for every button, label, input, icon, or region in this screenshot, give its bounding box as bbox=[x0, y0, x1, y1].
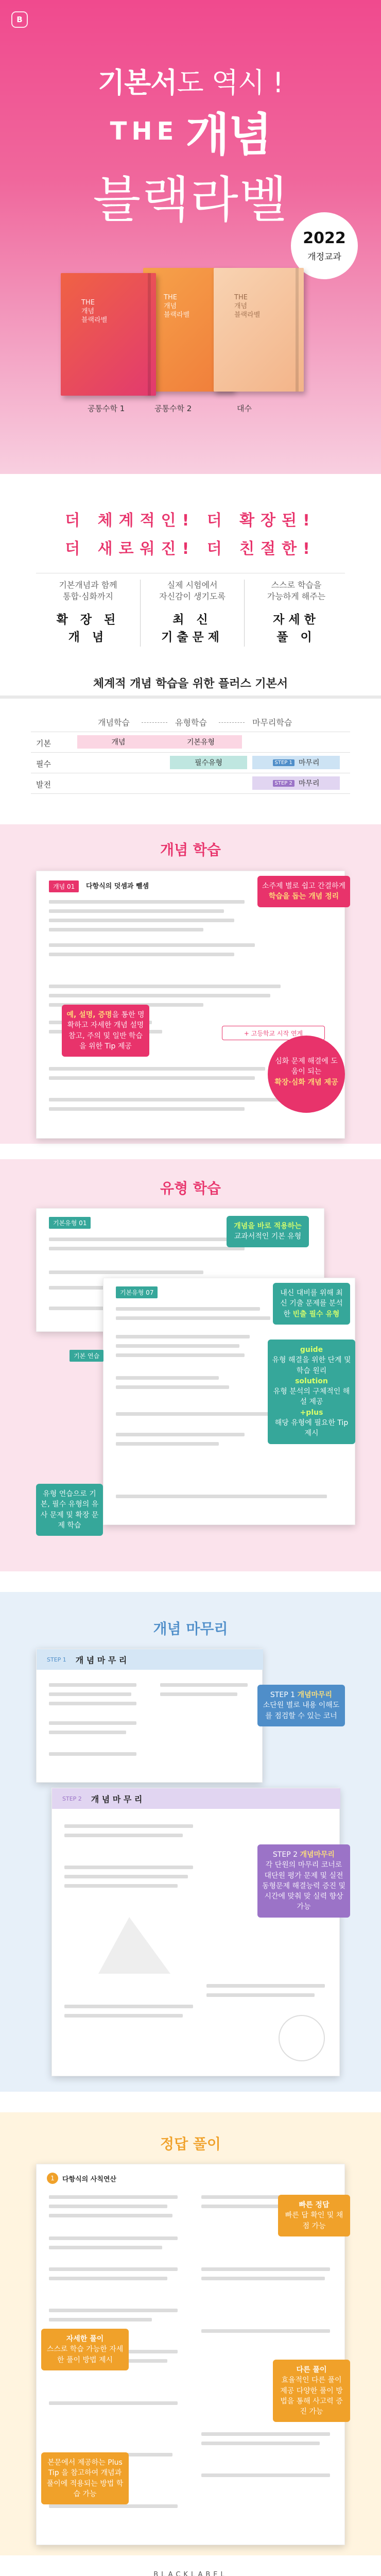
answer-callout-1: 빠른 정답 빠른 답 확인 및 채점 가능 bbox=[278, 2195, 350, 2236]
feature-detailed-solutions: 스스로 학습을 가능하게 해주는 자세한 풀 이 bbox=[244, 580, 348, 647]
book-cover-common-math-2: THE 개념 블랙라벨 bbox=[143, 268, 233, 392]
book-cover-common-math-1: THE 개념 블랙라벨 bbox=[61, 273, 156, 396]
row-divider bbox=[31, 752, 350, 753]
tagline-2: 더 새로워진! 더 친절한! bbox=[65, 540, 316, 558]
pill-concept: 개념 bbox=[77, 735, 160, 749]
concept-tab: 개념 01 bbox=[49, 880, 79, 892]
book-caption-3: 대수 bbox=[237, 404, 252, 413]
pill-step2: STEP 2 마무리 bbox=[252, 776, 340, 790]
hero-banner bbox=[0, 0, 381, 474]
concept-callout-2: 예, 설명, 증명을 통한 명확하고 자세한 개념 설명 참고, 주의 및 일반 학습을 위한 Tip 제공 bbox=[62, 1005, 149, 1057]
answer-callout-2: 자세한 풀이 스스로 학습 가능한 자세한 풀이 방법 제시 bbox=[41, 2329, 129, 2370]
pill-must-type: 필수유형 bbox=[170, 756, 247, 769]
answer-callout-4: 본문에서 제공하는 Plus Tip 을 참고하여 개념과 풀이에 적용되는 방법 학습 가능 bbox=[41, 2452, 129, 2504]
wrap-card-2 bbox=[51, 1788, 340, 2076]
type-side-tag: 기본 연습 bbox=[70, 1350, 103, 1362]
answer-callout-3: 다른 풀이 효율적인 다른 풀이 제공 다양한 풀이 방법을 통해 사고력 증진 가능 bbox=[273, 2360, 350, 2422]
flow-wrap: 마무리학습 bbox=[252, 718, 292, 727]
answer-card-title: 다항식의 사칙연산 bbox=[62, 2176, 116, 2183]
circle-figure bbox=[279, 2015, 325, 2061]
book-cover-algebra: THE 개념 블랙라벨 bbox=[214, 268, 304, 392]
section-number-icon: 1 bbox=[47, 2173, 58, 2184]
pill-basic-type: 기본유형 bbox=[160, 735, 242, 749]
hero-subtitle: 블랙라벨 bbox=[93, 171, 288, 229]
type-tab-1: 기본유형 01 bbox=[49, 1217, 91, 1229]
concept-side-box: + 고등학교 시작 연계 bbox=[222, 1026, 325, 1040]
concept-callout-3: 심화 문제 해결에 도움이 되는 확장·심화 개념 제공 bbox=[268, 1036, 345, 1113]
footer-brand: BLACKLABEL bbox=[153, 2571, 228, 2576]
type-callout-3: guide 유형 해결을 위한 단계 및 학습 원리 solution 유형 분석의 구체적인 해설 제공 +plus 해당 유형에 필요한 Tip 제시 bbox=[268, 1340, 355, 1444]
wrap-section-title: 개념 마무리 bbox=[153, 1620, 228, 1637]
row-divider bbox=[31, 793, 350, 794]
type-tab-2: 기본유형 07 bbox=[116, 1286, 158, 1298]
wrap-card-1 bbox=[36, 1649, 263, 1783]
book-caption-1: 공통수학 1 bbox=[88, 404, 125, 413]
system-title-underline bbox=[0, 696, 381, 699]
wrap-callout-1: STEP 1 개념마무리 소단원 별로 내용 이해도를 점검할 수 있는 코너 bbox=[257, 1685, 345, 1726]
type-section-title: 유형 학습 bbox=[160, 1180, 221, 1197]
concept-card-title: 다항식의 덧셈과 뺄셈 bbox=[86, 883, 149, 890]
system-title: 체계적 개념 학습을 위한 플러스 기본서 bbox=[93, 677, 288, 690]
flow-arrow-1 bbox=[142, 722, 167, 723]
wrap-callout-2: STEP 2 개념마무리 각 단원의 마무리 코너로 대단원 평가 문제 및 실전 동형문제 해결능력 증진 및 시간에 맞춰 맞 실력 향상 가능 bbox=[257, 1844, 350, 1918]
brand-logo-icon: B bbox=[11, 11, 28, 28]
feature-concept: 기본개념과 함께 통합·심화까지 확 장 된 개 념 bbox=[56, 580, 120, 645]
feature-latest-problems: 실제 시험에서 자신감이 생기도록 최 신 기출문제 bbox=[140, 580, 244, 647]
wrap-step1-header: STEP 1 개 념 마 무 리 bbox=[37, 1649, 263, 1670]
curriculum-badge: 2022 개정교과 bbox=[291, 212, 358, 279]
hero-title: THE 개념 bbox=[110, 108, 271, 161]
flow-type: 유형학습 bbox=[175, 718, 207, 727]
pill-step1: STEP 1 마무리 bbox=[252, 756, 340, 769]
book-caption-2: 공통수학 2 bbox=[154, 404, 192, 413]
wrap-step2-header: STEP 2 개 념 마 무 리 bbox=[52, 1788, 340, 1809]
flow-concept: 개념학습 bbox=[98, 718, 130, 727]
answer-section-title: 정답 풀이 bbox=[160, 2136, 221, 2153]
row-label-must: 필수 bbox=[36, 759, 51, 769]
flow-arrow-2 bbox=[219, 722, 245, 723]
type-callout-4: 유형 연습으로 기본, 필수 유형의 유사 문제 및 확장 문제 학습 bbox=[36, 1484, 103, 1536]
type-callout-2: 내신 대비를 위해 최신 기출 문제를 분석한 빈출 필수 유형 bbox=[273, 1283, 350, 1325]
concept-section-title: 개념 학습 bbox=[160, 841, 221, 858]
concept-callout-1: 소주제 별로 쉽고 간결하게 학습을 돕는 개념 정리 bbox=[257, 876, 350, 907]
hero-tagline: 기본서도 역시 ! bbox=[98, 66, 283, 99]
row-label-advanced: 발전 bbox=[36, 780, 51, 789]
tagline-1: 더 체계적인! 더 확장된! bbox=[65, 512, 316, 530]
triangle-figure bbox=[98, 1917, 170, 1974]
type-callout-1: 개념을 바로 적용하는 교과서적인 기본 유형 bbox=[227, 1216, 309, 1247]
row-label-basic: 기본 bbox=[36, 739, 51, 748]
